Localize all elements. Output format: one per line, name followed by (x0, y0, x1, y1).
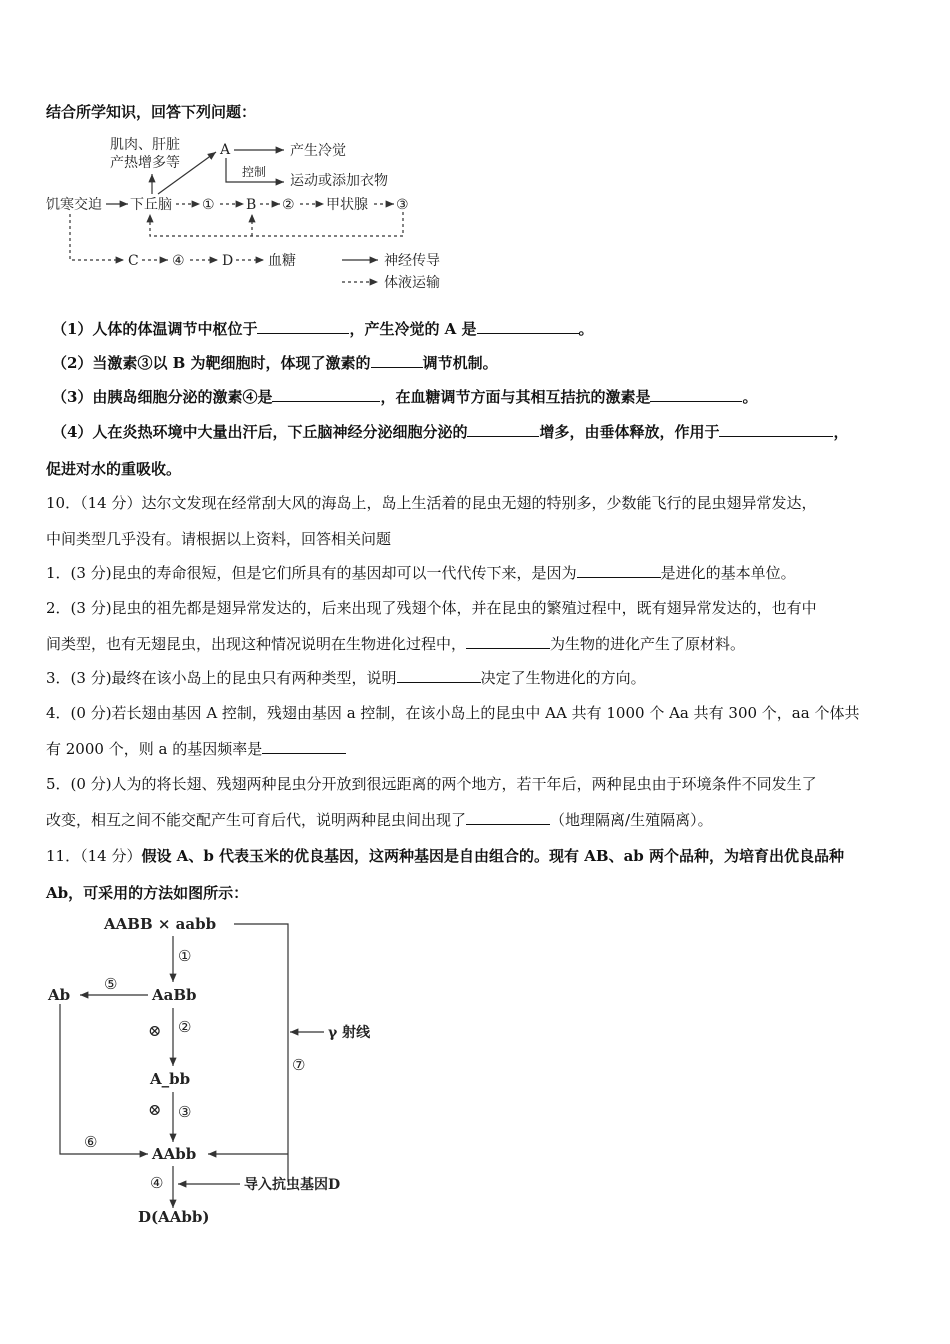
q10-sub3 (46, 667, 908, 689)
muscle-liver-label: 肌肉、肝脏 (110, 137, 180, 153)
q9-part2-text-b: 调节机制。 (422, 354, 498, 372)
q11-stem-2: Ab，可采用的方法如图所示： (46, 884, 249, 902)
heat-production-label: 产热增多等 (110, 155, 180, 171)
q10-sub1-text-b: 是进化的基本单位。 (660, 564, 796, 582)
q9-part1-text-b: ，产生冷觉的 A 是 (349, 320, 477, 338)
answer-blank[interactable] (262, 739, 346, 754)
q9-part3-text-a: （3）由胰岛细胞分泌的激素④是 (52, 388, 273, 406)
q10-sub3-text-b: 决定了生物进化的方向。 (480, 669, 646, 687)
q9-part3-text-b: ，在血糖调节方面与其相互拮抗的激素是 (380, 388, 651, 406)
thyroid-label: 甲状腺 (326, 197, 368, 213)
q9-part3 (52, 386, 914, 408)
q10-sub5-line2 (46, 809, 908, 831)
answer-blank[interactable] (397, 668, 481, 683)
q10-sub2-text-c: 为生物的进化产生了原材料。 (550, 635, 746, 653)
circle-4-label: ④ (172, 253, 185, 269)
q9-part4 (52, 421, 914, 443)
answer-blank[interactable] (466, 634, 550, 649)
q10-stem-1: 10．（14 分）达尔文发现在经常刮大风的海岛上，岛上生活着的昆虫无翅的特别多，少数能飞行的昆虫翅异常发达， (46, 494, 817, 512)
q11-number: 11．（14 分） (46, 847, 142, 865)
q10-sub1-text-a: 1．(3 分)昆虫的寿命很短，但是它们所具有的基因却可以一代代传下来，是因为 (46, 564, 577, 582)
q10-sub2-line2 (46, 633, 908, 655)
q9-part1 (52, 318, 914, 340)
answer-blank[interactable] (371, 353, 423, 368)
control-label: 控制 (242, 165, 267, 179)
legend-fluid-label: 体液运输 (384, 275, 440, 291)
q10-sub2-line1: 2．(3 分)昆虫的祖先都是翅异常发达的，后来出现了残翅个体，并在昆虫的繁殖过程中，既有翅异常发达的，也有中 (46, 599, 817, 617)
step-4-label: ④ (150, 1174, 164, 1192)
q10-sub3-text-a: 3．(3 分)最终在该小岛上的昆虫只有两种类型，说明 (46, 669, 397, 687)
q10-sub5-line1: 5．(0 分)人为的将长翅、残翅两种昆虫分开放到很远距离的两个地方，若干年后，两种昆虫由于环境条件不同发生了 (46, 775, 817, 793)
label-C: C (128, 253, 139, 269)
circle-3-label: ③ (396, 197, 409, 213)
q10-sub4-text-b: 有 2000 个，则 a 的基因频率是 (46, 740, 263, 758)
q9-part2 (52, 352, 914, 374)
q9-part3-text-c: 。 (742, 388, 758, 406)
stimulus-label: 饥寒交迫 (46, 197, 102, 213)
label-D: D (222, 253, 234, 269)
q10-sub1 (46, 562, 908, 584)
step-5-label: ⑤ (104, 975, 118, 993)
label-B: B (246, 197, 257, 213)
hypothalamus-label: 下丘脑 (130, 197, 172, 213)
answer-blank[interactable] (477, 319, 579, 334)
q10-sub2-text-b: 间类型，也有无翅昆虫，出现这种情况说明在生物进化过程中， (46, 635, 467, 653)
answer-blank[interactable] (466, 810, 550, 825)
legend-nerve-label: 神经传导 (384, 253, 440, 269)
answer-blank[interactable] (719, 422, 833, 437)
d-aabb-label: D(AAbb) (138, 1208, 210, 1226)
step-1-label: ① (178, 947, 192, 965)
breeding-diagram (44, 908, 404, 1226)
parents-label: AABB × aabb (104, 915, 217, 933)
step-6-label: ⑥ (84, 1133, 98, 1151)
q9-part1-text-c: 。 (578, 320, 594, 338)
gamma-ray-label: γ 射线 (328, 1025, 371, 1041)
q10-stem-2: 中间类型几乎没有。请根据以上资料，回答相关问题 (46, 530, 392, 548)
answer-blank[interactable] (272, 387, 380, 402)
q9-part4-text-a: （4）人在炎热环境中大量出汗后，下丘脑神经分泌细胞分泌的 (52, 423, 468, 441)
label-A: A (220, 142, 231, 158)
blood-sugar-label: 血糖 (268, 253, 296, 269)
cold-sensation-label: 产生冷觉 (290, 143, 346, 159)
q9-part4-text-c: ， (833, 423, 849, 441)
ab-label: Ab (48, 986, 71, 1004)
step-2-label: ② (178, 1018, 192, 1036)
answer-blank[interactable] (257, 319, 349, 334)
insert-gene-label: 导入抗虫基因D (244, 1177, 341, 1193)
q10-sub4-line2 (46, 738, 908, 760)
action-label: 运动或添加衣物 (290, 173, 388, 189)
q11-stem-1 (46, 845, 908, 867)
step-7-label: ⑦ (292, 1056, 306, 1074)
circle-2-label: ② (282, 197, 295, 213)
q10-sub5-text-c: （地理隔离/生殖隔离）。 (550, 811, 713, 829)
aabb-label: AAbb (152, 1145, 197, 1163)
q10-sub4-line1: 4．(0 分)若长翅由基因 A 控制，残翅由基因 a 控制，在该小岛上的昆虫中 AA 共有 1000 个 Aa 共有 300 个，aa 个体共 (46, 704, 860, 722)
selfing-symbol-2: ⊗ (148, 1100, 162, 1119)
q9-part1-text-a: （1）人体的体温调节中枢位于 (52, 320, 258, 338)
a-bb-label: A_bb (150, 1070, 191, 1088)
q11-stem-text: 假设 A、b 代表玉米的优良基因，这两种基因是自由组合的。现有 AB、ab 两个品种，为培育出优良品种 (141, 847, 844, 865)
q9-intro: 结合所学知识，回答下列问题： (46, 103, 257, 121)
answer-blank[interactable] (650, 387, 742, 402)
answer-blank[interactable] (577, 563, 661, 578)
q9-part4-text-b: 增多，由垂体释放，作用于 (539, 423, 720, 441)
q9-part4-cont: 促进对水的重吸收。 (46, 460, 182, 478)
f1-label: AaBb (152, 986, 197, 1004)
step-3-label: ③ (178, 1103, 192, 1121)
answer-blank[interactable] (467, 422, 539, 437)
selfing-symbol-1: ⊗ (148, 1021, 162, 1040)
q10-sub5-text-b: 改变，相互之间不能交配产生可育后代，说明两种昆虫间出现了 (46, 811, 467, 829)
circle-1-label: ① (202, 197, 215, 213)
q9-part2-text-a: （2）当激素③以 B 为靶细胞时，体现了激素的 (52, 354, 371, 372)
thermoregulation-diagram (44, 132, 464, 294)
